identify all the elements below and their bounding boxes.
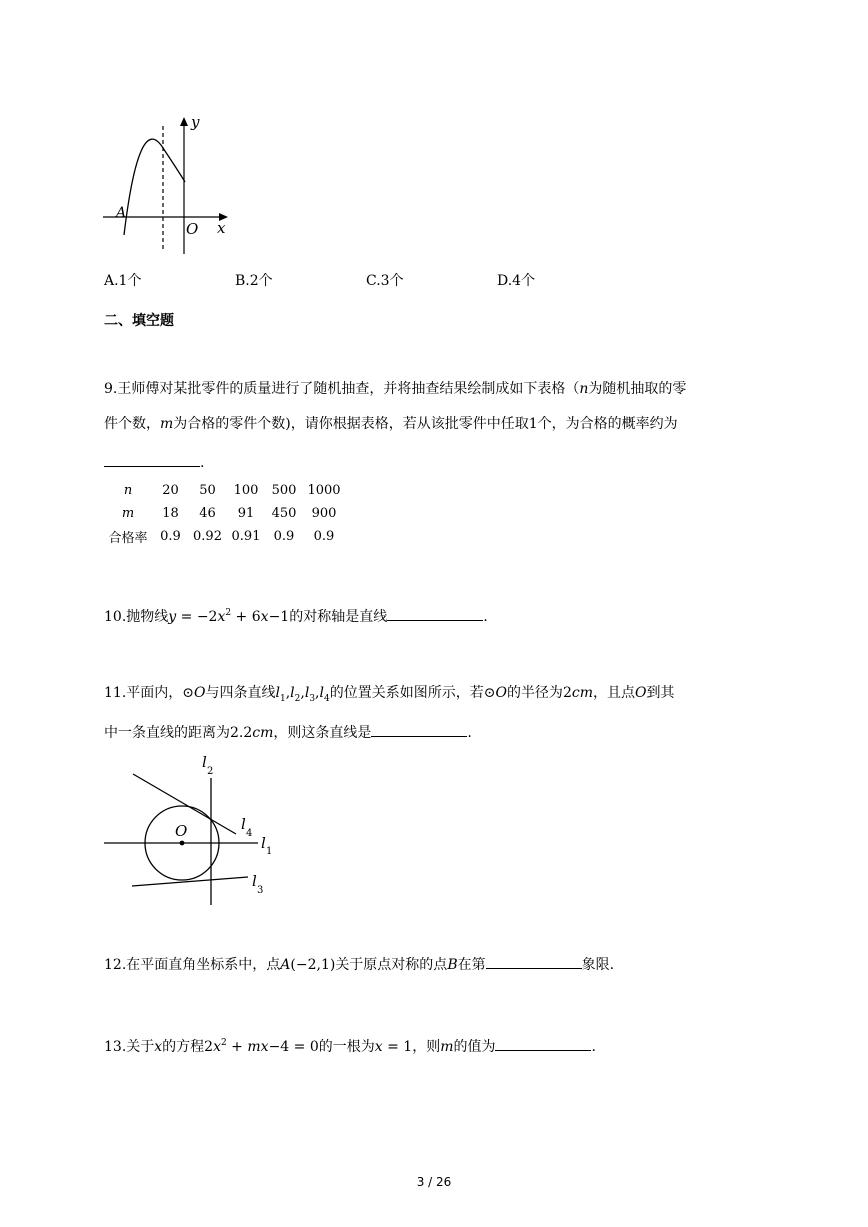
table-cell: 20 bbox=[162, 483, 179, 498]
row-label: m bbox=[121, 506, 135, 521]
q10-line: 10.抛物线$y = -2x^2 + 6x-1$的对称轴是直线 . bbox=[104, 608, 488, 625]
table-cell: 91 bbox=[237, 506, 255, 521]
table-cell: 1000 bbox=[307, 483, 341, 498]
table-row bbox=[104, 502, 346, 525]
label-y: y bbox=[191, 113, 200, 131]
y-axis-arrow-icon bbox=[180, 117, 188, 126]
label-l4: l bbox=[241, 815, 246, 833]
q11-line1: 11.平面内，⊙O与四条直线$l_1,l_2,l_3,l_4$的位置关系如图所示，若⊙O的半径为2cm，且点O到其 bbox=[104, 685, 675, 704]
table-cell: 0.9 bbox=[160, 529, 181, 544]
q11-circle-lines-figure bbox=[100, 752, 280, 910]
label-l1: l bbox=[261, 834, 266, 852]
label-l4-sub: 4 bbox=[246, 828, 253, 839]
q11-line2: 中一条直线的距离为2.2cm，则这条直线是 . bbox=[104, 722, 472, 743]
table-cell: 100 bbox=[233, 483, 259, 498]
parabola-curve bbox=[124, 139, 185, 235]
q9-line2: 件个数，m为合格的零件个数)，请你根据表格，若从该批零件中任取1个，为合格的概率约为 bbox=[104, 416, 678, 432]
table-cell: 450 bbox=[271, 506, 297, 521]
table-cell: 0.9 bbox=[313, 529, 335, 544]
q8-option-d: D.4个 bbox=[497, 273, 536, 289]
table-row bbox=[104, 479, 346, 502]
table-cell: 0.92 bbox=[193, 529, 222, 544]
page-number: 3 / 26 bbox=[416, 1175, 452, 1189]
line-l3 bbox=[132, 877, 248, 886]
table-cell: 900 bbox=[311, 506, 337, 521]
table-cell: 18 bbox=[162, 506, 179, 521]
q9-line1: 9.王师傅对某批零件的质量进行了随机抽查，并将抽查结果绘制成如下表格（n为随机抽取的零 bbox=[104, 381, 687, 397]
row-label: n bbox=[123, 483, 133, 498]
label-a: A bbox=[116, 205, 127, 221]
table-row bbox=[104, 525, 346, 548]
table-cell: 46 bbox=[199, 506, 216, 521]
section-heading: 二、填空题 bbox=[104, 313, 174, 329]
table-cell: 500 bbox=[271, 483, 297, 498]
q8-option-b: B.2个 bbox=[235, 273, 273, 289]
table-cell: 0.9 bbox=[273, 529, 295, 544]
answer-blank[interactable] bbox=[486, 954, 582, 969]
q8-option-a: A.1个 bbox=[104, 273, 142, 289]
label-l3-sub: 3 bbox=[257, 885, 264, 896]
q9-frequency-table bbox=[104, 479, 346, 548]
label-l1-sub: 1 bbox=[266, 846, 273, 857]
table-cell: 0.91 bbox=[231, 529, 261, 544]
row-label: 合格率 bbox=[108, 531, 148, 546]
label-o: O bbox=[175, 822, 188, 840]
label-l2: l bbox=[202, 753, 207, 771]
label-l2-sub: 2 bbox=[207, 766, 214, 777]
q8-parabola-figure bbox=[100, 112, 235, 257]
table-cell: 50 bbox=[199, 483, 216, 498]
q13-line: 13.关于x的方程$2x^2 + mx-4 = 0$的一根为x = 1，则m的值为 . bbox=[104, 1038, 596, 1055]
answer-blank[interactable] bbox=[387, 606, 483, 621]
label-x: x bbox=[217, 219, 226, 237]
answer-blank[interactable] bbox=[371, 722, 467, 737]
label-l3: l bbox=[252, 872, 257, 890]
label-origin: O bbox=[186, 220, 199, 238]
center-point bbox=[180, 841, 185, 846]
q9-line3: . bbox=[104, 452, 204, 473]
q8-option-c: C.3个 bbox=[366, 273, 404, 289]
q12-line: 12.在平面直角坐标系中，点A(−2,1)关于原点对称的点B在第 象限. bbox=[104, 954, 614, 975]
answer-blank[interactable] bbox=[495, 1036, 591, 1051]
answer-blank[interactable] bbox=[104, 452, 200, 467]
